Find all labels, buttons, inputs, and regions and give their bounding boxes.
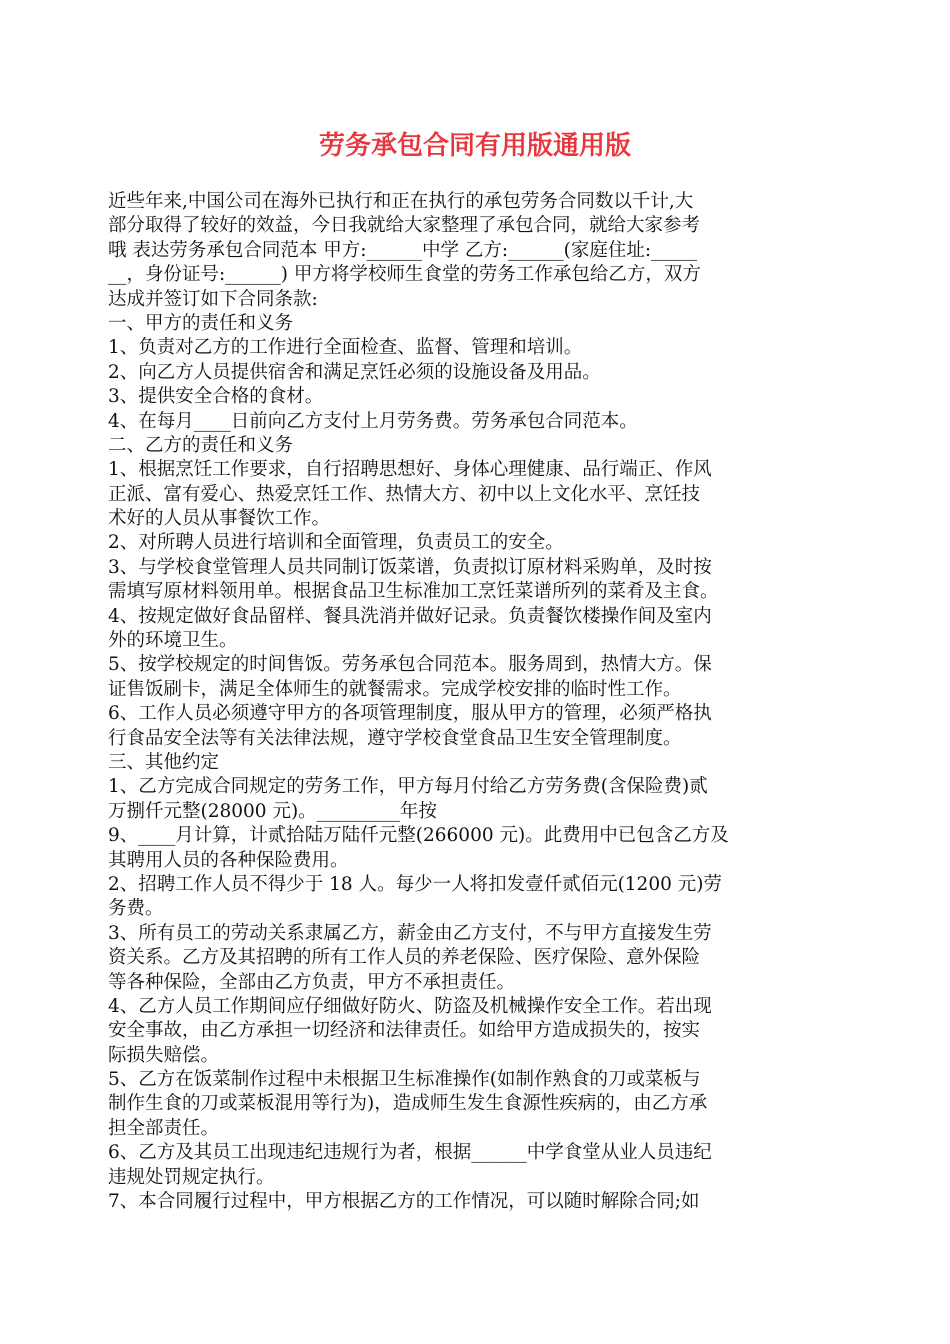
document-title: 劳务承包合同有用版通用版 xyxy=(318,131,631,161)
body-line: 2、招聘工作人员不得少于 18 人。每少一人将扣发壹仟贰佰元(1200 元)劳 xyxy=(108,873,722,895)
body-line: 担全部责任。 xyxy=(108,1117,220,1139)
body-line: 2、对所聘人员进行培训和全面管理，负责员工的安全。 xyxy=(108,532,564,554)
body-line: 哦 表达劳务承包合同范本 甲方:______中学 乙方:______(家庭住址:_____ xyxy=(108,239,698,261)
body-line: 务费。 xyxy=(108,898,164,920)
body-line: 正派、富有爱心、热爱烹饪工作、热情大方、初中以上文化水平、烹饪技 xyxy=(108,483,701,505)
body-line: 行食品安全法等有关法律法规，遵守学校食堂食品卫生安全管理制度。 xyxy=(108,727,682,749)
body-line: 三、其他约定 xyxy=(108,751,220,773)
body-line: 9、____月计算，计贰拾陆万陆仟元整(266000 元)。此费用中已包含乙方及 xyxy=(108,825,729,847)
body-line: 3、与学校食堂管理人员共同制订饭菜谱，负责拟订原材料采购单，及时按 xyxy=(108,556,712,578)
body-line: 3、所有员工的劳动关系隶属乙方，薪金由乙方支付，不与甲方直接发生劳 xyxy=(108,922,712,944)
body-line: 3、提供安全合格的食材。 xyxy=(108,386,324,408)
body-line: 资关系。乙方及其招聘的所有工作人员的养老保险、医疗保险、意外保险 xyxy=(108,947,701,969)
body-line: 4、按规定做好食品留样、餐具洗消并做好记录。负责餐饮楼操作间及室内 xyxy=(108,605,712,627)
body-line: 5、乙方在饭菜制作过程中未根据卫生标准操作(如制作熟食的刀或菜板与 xyxy=(108,1069,701,1091)
body-line: __，身份证号:______) 甲方将学校师生食堂的劳务工作承包给乙方，双方 xyxy=(108,264,701,286)
body-line: 术好的人员从事餐饮工作。 xyxy=(108,508,331,530)
document-body xyxy=(108,190,844,1214)
body-line: 近些年来,中国公司在海外已执行和正在执行的承包劳务合同数以千计,大 xyxy=(108,191,694,212)
body-line: 1、负责对乙方的工作进行全面检查、监督、管理和培训。 xyxy=(108,337,583,359)
body-line: 际损失赔偿。 xyxy=(108,1044,220,1066)
body-line: 其聘用人员的各种保险费用。 xyxy=(108,849,349,871)
body-line: 证售饭刷卡，满足全体师生的就餐需求。完成学校安排的临时性工作。 xyxy=(108,678,682,700)
body-line: 5、按学校规定的时间售饭。劳务承包合同范本。服务周到，热情大方。保 xyxy=(108,654,712,676)
body-line: 1、乙方完成合同规定的劳务工作，甲方每月付给乙方劳务费(含保险费)贰 xyxy=(108,776,708,798)
body-line: 等各种保险，全部由乙方负责，甲方不承担责任。 xyxy=(108,971,516,993)
body-line: 外的环境卫生。 xyxy=(108,630,238,652)
body-line: 制作生食的刀或菜板混用等行为)，造成师生发生食源性疾病的，由乙方承 xyxy=(108,1093,708,1115)
body-line: 违规处罚规定执行。 xyxy=(108,1166,275,1188)
body-line: 6、乙方及其员工出现违纪违规行为者，根据______中学食堂从业人员违纪 xyxy=(108,1142,712,1164)
body-line: 2、向乙方人员提供宿舍和满足烹饪必须的设施设备及用品。 xyxy=(108,361,601,383)
body-line: 部分取得了较好的效益，今日我就给大家整理了承包合同，就给大家参考 xyxy=(108,215,701,237)
body-line: 4、乙方人员工作期间应仔细做好防火、防盗及机械操作安全工作。若出现 xyxy=(108,995,712,1017)
body-line: 7、本合同履行过程中，甲方根据乙方的工作情况，可以随时解除合同;如 xyxy=(108,1191,700,1213)
body-line: 二、乙方的责任和义务 xyxy=(108,434,294,456)
body-line: 6、工作人员必须遵守甲方的各项管理制度，服从甲方的管理，必须严格执 xyxy=(108,703,712,725)
body-line: 1、根据烹饪工作要求，自行招聘思想好、身体心理健康、品行端正、作风 xyxy=(108,459,712,481)
body-line: 安全事故，由乙方承担一切经济和法律责任。如给甲方造成损失的，按实 xyxy=(108,1020,701,1042)
body-line: 达成并签订如下合同条款: xyxy=(108,288,318,310)
body-line: 需填写原材料领用单。根据食品卫生标准加工烹饪菜谱所列的菜肴及主食。 xyxy=(108,581,719,603)
body-line: 万捌仟元整(28000 元)。_________年按 xyxy=(108,800,437,822)
body-line: 一、甲方的责任和义务 xyxy=(108,312,294,334)
body-line: 4、在每月____日前向乙方支付上月劳务费。劳务承包合同范本。 xyxy=(108,410,638,432)
